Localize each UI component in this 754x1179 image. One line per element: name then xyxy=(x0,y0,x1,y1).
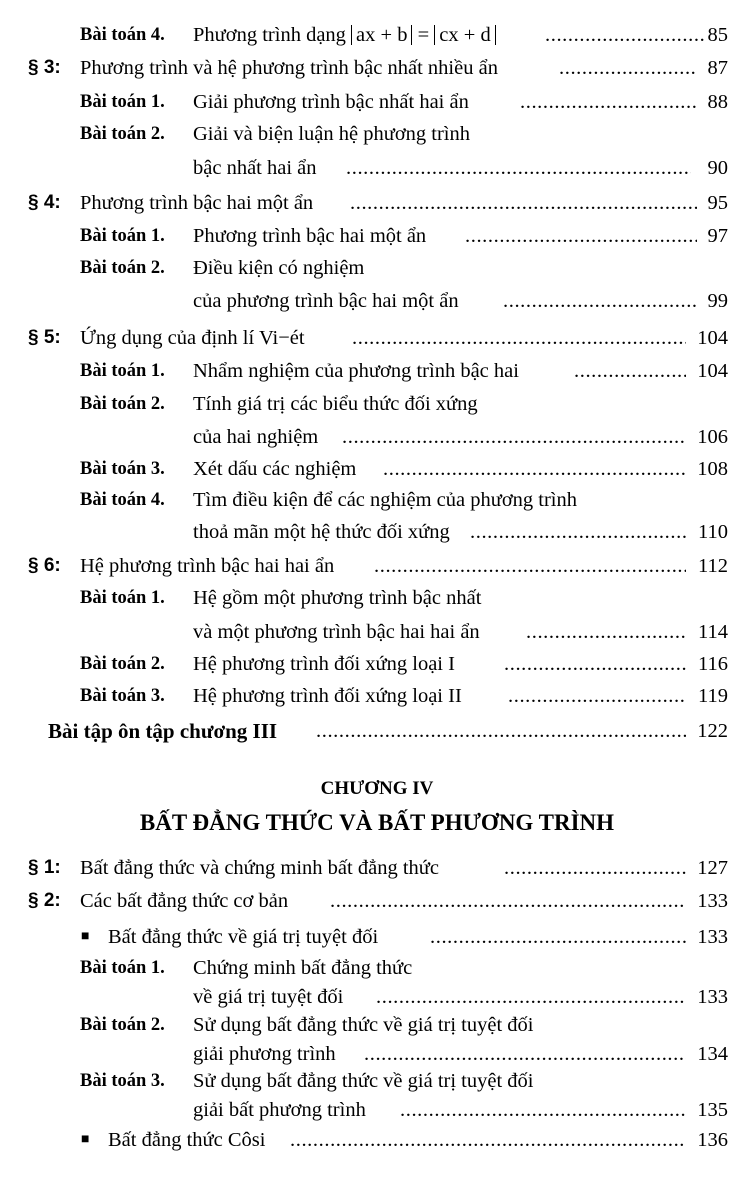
dot-leader xyxy=(400,1097,686,1123)
toc-section[interactable] xyxy=(0,190,754,216)
toc-entry[interactable] xyxy=(0,955,754,981)
dot-leader xyxy=(376,984,686,1010)
page-number: 85 xyxy=(707,24,728,46)
toc-entry[interactable] xyxy=(0,1012,754,1038)
page-number: 110 xyxy=(698,521,728,543)
dot-leader xyxy=(508,683,686,709)
dot-leader xyxy=(465,223,697,249)
dot-leader xyxy=(330,888,686,914)
bullet-square-icon: ■ xyxy=(81,929,90,944)
page-number: 122 xyxy=(697,720,728,742)
dot-leader xyxy=(430,924,686,950)
toc-section[interactable] xyxy=(0,553,754,579)
entry-title: Sử dụng bất đẳng thức về giá trị tuyệt đối xyxy=(193,1014,534,1036)
entry-title: Sử dụng bất đẳng thức về giá trị tuyệt đối xyxy=(193,1070,534,1092)
dot-leader xyxy=(346,155,691,181)
page-number: 99 xyxy=(707,290,728,312)
dot-leader xyxy=(470,519,686,545)
toc-entry-continued[interactable] xyxy=(0,984,754,1010)
entry-title: Bất đẳng thức Côsi xyxy=(108,1129,266,1151)
section-label: § 3: xyxy=(28,57,61,78)
page-number: 112 xyxy=(698,555,728,577)
problem-label: Bài toán 1. xyxy=(80,588,165,608)
toc-subsection[interactable] xyxy=(0,1127,754,1153)
entry-title: Bất đẳng thức về giá trị tuyệt đối xyxy=(108,926,379,948)
page-number: 127 xyxy=(697,857,728,879)
dot-leader xyxy=(316,718,686,744)
toc-entry[interactable] xyxy=(0,651,754,677)
dot-leader xyxy=(545,22,705,48)
page-number: 116 xyxy=(698,653,728,675)
entry-title-line2: của phương trình bậc hai một ẩn xyxy=(193,290,459,312)
problem-label: Bài toán 2. xyxy=(80,394,165,414)
toc-review[interactable] xyxy=(0,718,754,744)
entry-title-line2: và một phương trình bậc hai hai ẩn xyxy=(193,621,480,643)
toc-entry[interactable] xyxy=(0,89,754,115)
entry-title-line2: bậc nhất hai ẩn xyxy=(193,157,317,179)
page-number: 95 xyxy=(707,192,728,214)
page-number: 136 xyxy=(697,1129,728,1151)
dot-leader xyxy=(574,358,686,384)
dot-leader xyxy=(526,619,686,645)
entry-title: Phương trình và hệ phương trình bậc nhất nhiều ẩn xyxy=(80,57,498,79)
dot-leader xyxy=(342,424,686,450)
dot-leader xyxy=(504,651,686,677)
entry-title-line2: của hai nghiệm xyxy=(193,426,319,448)
toc-entry[interactable] xyxy=(0,683,754,709)
entry-title-line2: về giá trị tuyệt đối xyxy=(193,986,344,1008)
chapter-title: BẤT ĐẲNG THỨC VÀ BẤT PHƯƠNG TRÌNH xyxy=(139,810,615,835)
problem-label: Bài toán 4. xyxy=(80,25,165,45)
chapter-number: CHƯƠNG IV xyxy=(320,778,434,799)
page-number: 88 xyxy=(707,91,728,113)
entry-title: Xét dấu các nghiệm xyxy=(193,458,357,480)
page-number: 119 xyxy=(698,685,728,707)
abs-value-right: cx + d xyxy=(434,25,495,45)
dot-leader xyxy=(559,55,697,81)
toc-entry[interactable] xyxy=(0,223,754,249)
toc-entry[interactable] xyxy=(0,121,754,147)
page-number: 97 xyxy=(707,225,728,247)
entry-title: Hệ gồm một phương trình bậc nhất xyxy=(193,587,482,609)
problem-label: Bài toán 1. xyxy=(80,92,165,112)
page-number: 133 xyxy=(697,986,728,1008)
toc-entry-continued[interactable] xyxy=(0,424,754,450)
toc-entry-continued[interactable] xyxy=(0,519,754,545)
entry-title: Phương trình dạng ax + b = cx + d xyxy=(193,22,496,48)
page-number: 104 xyxy=(697,327,728,349)
entry-title: Phương trình bậc hai một ẩn xyxy=(193,225,427,247)
toc-entry-continued[interactable] xyxy=(0,288,754,314)
entry-title: Nhẩm nghiệm của phương trình bậc hai xyxy=(193,360,519,382)
dot-leader xyxy=(383,456,686,482)
entry-title-line2: giải bất phương trình xyxy=(193,1099,366,1121)
entry-title: Hệ phương trình bậc hai hai ẩn xyxy=(80,555,335,577)
problem-label: Bài toán 4. xyxy=(80,490,165,510)
entry-title: Chứng minh bất đẳng thức xyxy=(193,957,413,979)
section-label: § 6: xyxy=(28,555,61,576)
entry-title: Điều kiện có nghiệm xyxy=(193,257,365,279)
abs-value-left: ax + b xyxy=(351,25,412,45)
bullet-square-icon: ■ xyxy=(81,1132,90,1147)
section-label: § 4: xyxy=(28,192,61,213)
entry-title: Hệ phương trình đối xứng loại I xyxy=(193,653,455,675)
page-number: 134 xyxy=(697,1043,728,1065)
entry-title: Phương trình bậc hai một ẩn xyxy=(80,192,314,214)
dot-leader xyxy=(374,553,686,579)
toc-entry-continued[interactable] xyxy=(0,155,754,181)
entry-title: Giải phương trình bậc nhất hai ẩn xyxy=(193,91,469,113)
problem-label: Bài toán 3. xyxy=(80,459,165,479)
toc-entry-continued[interactable] xyxy=(0,619,754,645)
section-label: § 1: xyxy=(28,857,61,878)
toc-entry-continued[interactable] xyxy=(0,1041,754,1067)
page-number: 104 xyxy=(697,360,728,382)
page-number: 108 xyxy=(697,458,728,480)
toc-section[interactable] xyxy=(0,325,754,351)
page-number: 133 xyxy=(697,890,728,912)
problem-label: Bài toán 2. xyxy=(80,654,165,674)
problem-label: Bài toán 2. xyxy=(80,258,165,278)
problem-label: Bài toán 3. xyxy=(80,1071,165,1091)
entry-title: Tìm điều kiện để các nghiệm của phương trình xyxy=(193,489,578,511)
page-number: 90 xyxy=(707,157,728,179)
toc-section[interactable] xyxy=(0,55,754,81)
toc-entry[interactable] xyxy=(0,22,754,48)
entry-title: Hệ phương trình đối xứng loại II xyxy=(193,685,462,707)
toc-section[interactable] xyxy=(0,888,754,914)
dot-leader xyxy=(503,288,697,314)
section-label: § 5: xyxy=(28,327,61,348)
toc-subsection[interactable] xyxy=(0,924,754,950)
dot-leader xyxy=(520,89,697,115)
toc-entry[interactable] xyxy=(0,585,754,611)
dot-leader xyxy=(504,855,686,881)
page-number: 114 xyxy=(698,621,728,643)
entry-title: Bài tập ôn tập chương III xyxy=(48,719,278,743)
problem-label: Bài toán 2. xyxy=(80,124,165,144)
section-label: § 2: xyxy=(28,890,61,911)
entry-title: Tính giá trị các biểu thức đối xứng xyxy=(193,393,478,415)
problem-label: Bài toán 1. xyxy=(80,958,165,978)
dot-leader xyxy=(350,190,697,216)
toc-entry[interactable] xyxy=(0,487,754,513)
entry-title: Các bất đẳng thức cơ bản xyxy=(80,890,289,912)
toc-entry[interactable] xyxy=(0,255,754,281)
toc-section[interactable] xyxy=(0,855,754,881)
problem-label: Bài toán 3. xyxy=(80,686,165,706)
entry-title-line2: thoả mãn một hệ thức đối xứng xyxy=(193,521,450,543)
dot-leader xyxy=(290,1127,686,1153)
entry-title: Ứng dụng của định lí Vi−ét xyxy=(80,327,305,349)
page-number: 87 xyxy=(707,57,728,79)
page-number: 133 xyxy=(697,926,728,948)
dot-leader xyxy=(352,325,686,351)
toc-entry[interactable] xyxy=(0,391,754,417)
toc-entry-continued[interactable] xyxy=(0,1097,754,1123)
toc-entry[interactable] xyxy=(0,1068,754,1094)
toc-entry[interactable] xyxy=(0,456,754,482)
page-number: 106 xyxy=(697,426,728,448)
page-number: 135 xyxy=(697,1099,728,1121)
problem-label: Bài toán 1. xyxy=(80,226,165,246)
dot-leader xyxy=(364,1041,686,1067)
toc-entry[interactable] xyxy=(0,358,754,384)
entry-title: Giải và biện luận hệ phương trình xyxy=(193,123,471,145)
problem-label: Bài toán 2. xyxy=(80,1015,165,1035)
entry-title: Bất đẳng thức và chứng minh bất đẳng thức xyxy=(80,857,439,879)
entry-title-line2: giải phương trình xyxy=(193,1043,336,1065)
problem-label: Bài toán 1. xyxy=(80,361,165,381)
